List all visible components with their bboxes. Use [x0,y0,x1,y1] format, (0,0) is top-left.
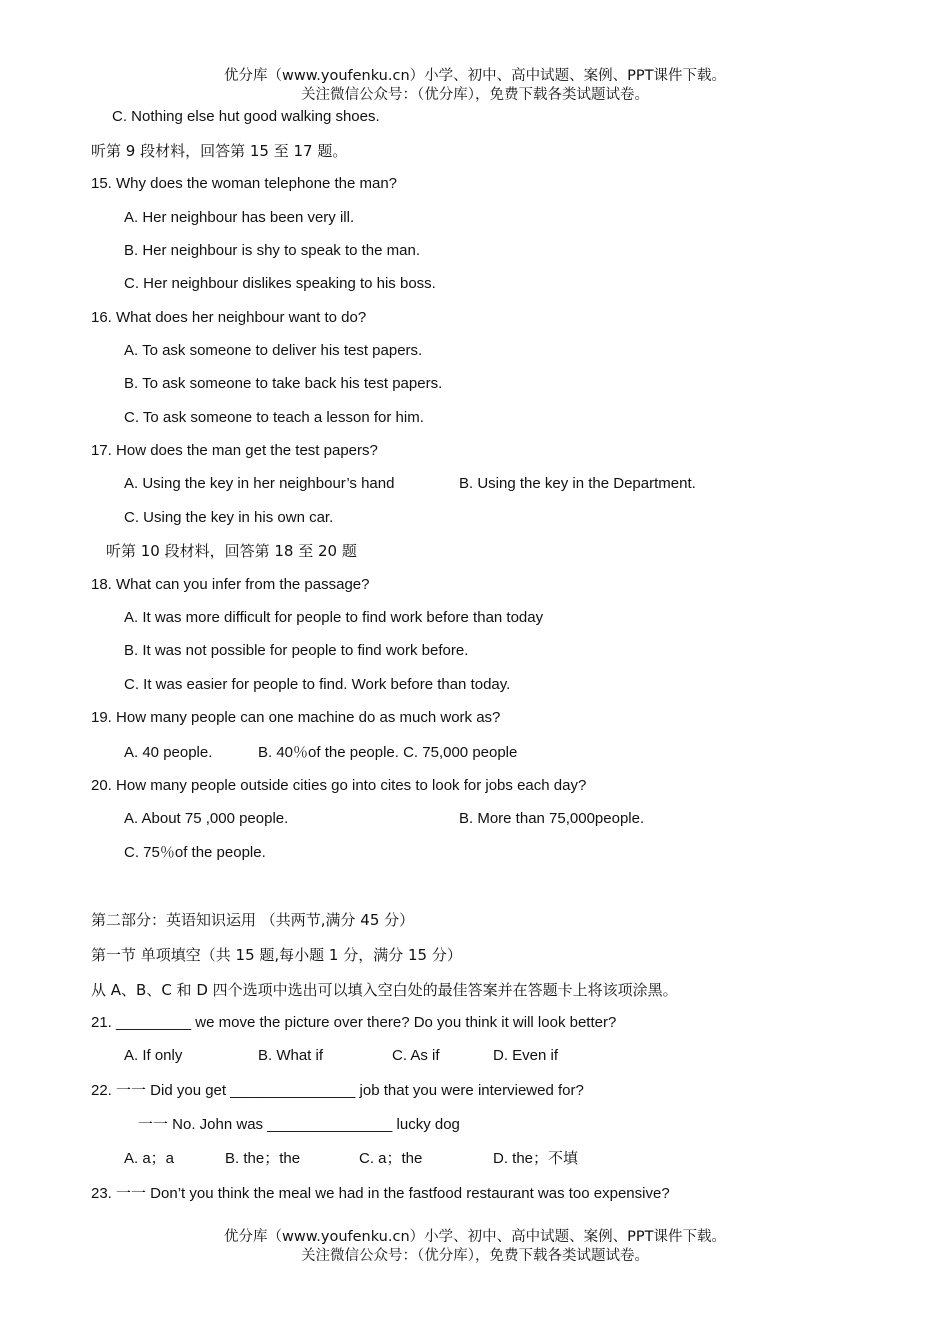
section-1-title: 第一节 单项填空（共 15 题,每小题 1 分，满分 15 分） [91,946,462,964]
part-2-title: 第二部分：英语知识运用 （共两节,满分 45 分） [91,911,415,929]
q21-option-d: D. Even if [493,1047,559,1064]
q16-option-c: C. To ask someone to teach a lesson for him. [124,409,424,426]
page-header [0,67,950,105]
header-line-2: 关注微信公众号：（优分库），免费下载各类试题试卷。 [301,87,649,103]
section-9-heading: 听第 9 段材料，回答第 15 至 17 题。 [91,142,348,160]
q15-option-b: B. Her neighbour is shy to speak to the man. [124,242,420,259]
q15-option-c: C. Her neighbour dislikes speaking to his boss. [124,275,436,292]
q18-option-b: B. It was not possible for people to find work before. [124,642,469,659]
q18-option-c: C. It was easier for people to find. Work before than today. [124,676,511,693]
q16-stem: 16. What does her neighbour want to do? [91,309,367,326]
q16-option-a: A. To ask someone to deliver his test papers. [124,342,423,359]
q22-option-a: A. a；a [124,1150,175,1167]
q20-option-a: A. About 75 ,000 people. [124,810,289,827]
q20-option-b: B. More than 75,000people. [459,810,645,827]
q22-stem: 22. 一一 Did you get _______________ job that you were interviewed for? [91,1082,584,1099]
q21-stem: 21. _________ we move the picture over there? Do you think it will look better? [91,1014,617,1031]
q22-reply: 一一 No. John was _______________ lucky dog [138,1116,460,1133]
footer-line-1: 优分库（www.youfenku.cn）小学、初中、高中试题、案例、PPT课件下载。 [224,1229,726,1245]
q18-stem: 18. What can you infer from the passage? [91,576,370,593]
q21-option-b: B. What if [258,1047,324,1064]
q22-option-d: D. the；不填 [493,1150,579,1167]
q18-option-a: A. It was more difficult for people to find work before than today [124,609,544,626]
q16-option-b: B. To ask someone to take back his test papers. [124,375,443,392]
section-10-heading: 听第 10 段材料，回答第 18 至 20 题 [106,542,357,560]
q15-stem: 15. Why does the woman telephone the man? [91,175,398,192]
q20-stem: 20. How many people outside cities go into cites to look for jobs each day? [91,777,587,794]
q21-option-c: C. As if [392,1047,440,1064]
page-footer [0,1228,950,1266]
q17-option-a: A. Using the key in her neighbour’s hand [124,475,395,492]
q20-option-c: C. 75％of the people. [124,844,266,861]
q14-option-c: C. Nothing else hut good walking shoes. [112,108,380,125]
q23-stem: 23. 一一 Don’t you think the meal we had in the fastfood restaurant was too expensive? [91,1185,670,1202]
q21-option-a: A. If only [124,1047,183,1064]
header-line-1: 优分库（www.youfenku.cn）小学、初中、高中试题、案例、PPT课件下载。 [224,68,726,84]
q17-option-c: C. Using the key in his own car. [124,509,334,526]
q17-option-b: B. Using the key in the Department. [459,475,696,492]
q22-option-b: B. the；the [225,1150,301,1167]
part-2-instruction: 从 A、B、C 和 D 四个选项中选出可以填入空白处的最佳答案并在答题卡上将该项涂黑。 [91,981,678,999]
q19-options-bc: B. 40％of the people. C. 75,000 people [258,744,518,761]
q15-option-a: A. Her neighbour has been very ill. [124,209,355,226]
q19-stem: 19. How many people can one machine do as much work as? [91,709,501,726]
q17-stem: 17. How does the man get the test papers? [91,442,378,459]
q22-option-c: C. a；the [359,1150,423,1167]
footer-line-2: 关注微信公众号：（优分库），免费下载各类试题试卷。 [301,1248,649,1264]
q19-option-a: A. 40 people. [124,744,213,761]
